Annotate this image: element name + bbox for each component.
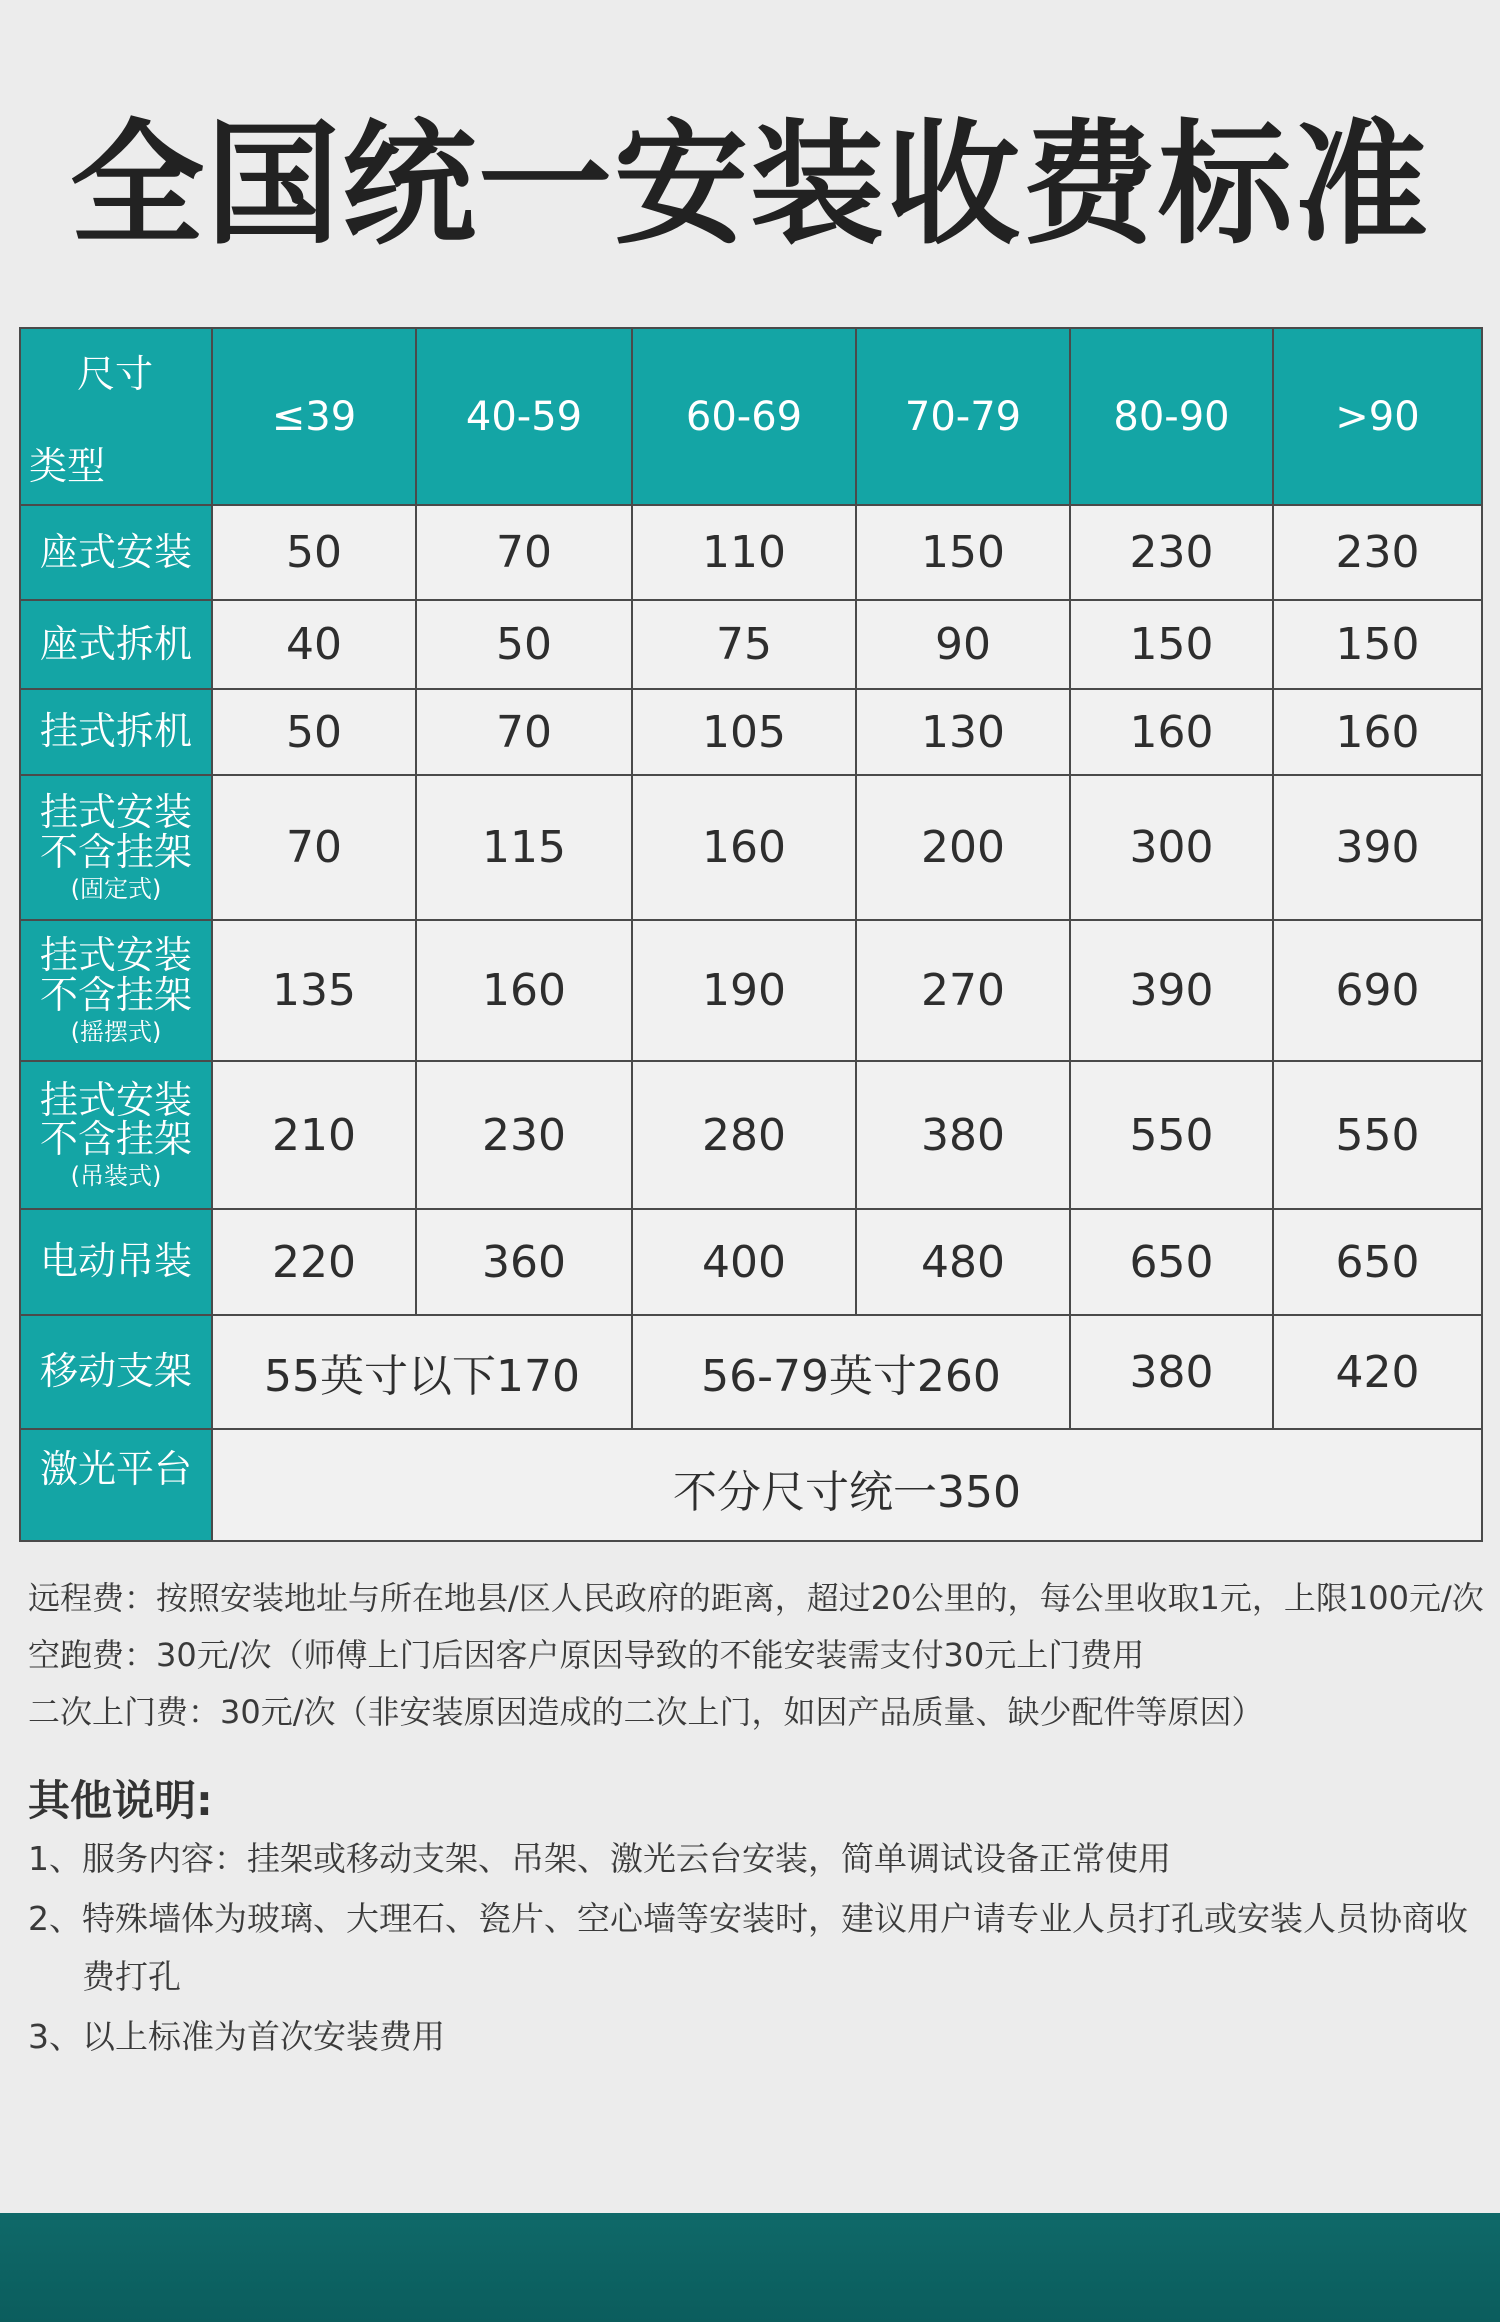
corner-header-cell	[20, 328, 212, 505]
price-cell: 230	[1273, 505, 1482, 600]
price-cell: 70	[212, 775, 416, 920]
table-row	[20, 505, 1482, 600]
row-type-label: 座式安装	[20, 505, 212, 600]
price-cell: 390	[1070, 920, 1273, 1061]
price-cell: 110	[632, 505, 856, 600]
type-header-label: 类型	[29, 444, 106, 488]
price-cell: 300	[1070, 775, 1273, 920]
row-type-text: 挂式安装不含挂架	[39, 790, 192, 874]
price-cell: 220	[212, 1209, 416, 1315]
price-cell: 不分尺寸统一350	[212, 1429, 1482, 1541]
row-type-note: (固定式)	[70, 874, 162, 903]
price-cell: 135	[212, 920, 416, 1061]
size-header-label: 尺寸	[76, 352, 153, 396]
price-cell: 210	[212, 1061, 416, 1209]
price-cell: 230	[416, 1061, 632, 1209]
row-type-label	[20, 1061, 212, 1209]
empty-trip-fee-note: 空跑费：30元/次（师傅上门后因客户原因导致的不能安装需支付30元上门费用	[28, 1636, 1145, 1674]
price-cell: 150	[1070, 600, 1273, 689]
footer-band	[0, 2213, 1500, 2322]
price-cell: 270	[856, 920, 1070, 1061]
price-cell: 50	[212, 505, 416, 600]
row-type-label	[20, 775, 212, 920]
price-cell: 230	[1070, 505, 1273, 600]
installation-price-table	[19, 327, 1483, 1542]
price-cell: 190	[632, 920, 856, 1061]
table-row	[20, 775, 1482, 920]
row-type-label: 电动吊装	[20, 1209, 212, 1315]
size-header: ≤39	[212, 328, 416, 505]
table-row	[20, 1061, 1482, 1209]
price-cell: 420	[1273, 1315, 1482, 1429]
price-cell: 650	[1273, 1209, 1482, 1315]
remote-fee-note: 远程费：按照安装地址与所在地县/区人民政府的距离，超过20公里的，每公里收取1元，上限100元/次	[28, 1579, 1484, 1617]
price-cell: 40	[212, 600, 416, 689]
price-cell: 70	[416, 689, 632, 775]
list-item	[28, 2008, 1468, 2066]
price-cell: 400	[632, 1209, 856, 1315]
price-cell: 150	[856, 505, 1070, 600]
row-type-note: (摇摆式)	[70, 1017, 162, 1046]
price-cell: 105	[632, 689, 856, 775]
page-title: 全国统一安装收费标准	[69, 107, 1430, 263]
table-row	[20, 600, 1482, 689]
table-row	[20, 689, 1482, 775]
row-type-label: 激光平台	[20, 1429, 212, 1541]
list-item-number: 1、	[28, 1839, 82, 1878]
list-item	[28, 1890, 1468, 2006]
row-type-label: 挂式拆机	[20, 689, 212, 775]
other-notes-title: 其他说明:	[28, 1776, 213, 1825]
price-cell: 160	[1273, 689, 1482, 775]
fee-notes	[28, 1570, 1484, 1741]
price-cell: 115	[416, 775, 632, 920]
price-cell: 160	[416, 920, 632, 1061]
price-cell: 75	[632, 600, 856, 689]
size-header: 80-90	[1070, 328, 1273, 505]
size-header: 70-79	[856, 328, 1070, 505]
price-cell: 480	[856, 1209, 1070, 1315]
row-type-label: 座式拆机	[20, 600, 212, 689]
size-header: >90	[1273, 328, 1482, 505]
price-cell: 280	[632, 1061, 856, 1209]
price-cell: 150	[1273, 600, 1482, 689]
table-row	[20, 1209, 1482, 1315]
price-cell: 55英寸以下170	[212, 1315, 632, 1429]
other-notes-list	[28, 1830, 1468, 2068]
list-item-text: 特殊墙体为玻璃、大理石、瓷片、空心墙等安装时，建议用户请专业人员打孔或安装人员协商收费打孔	[82, 1899, 1468, 1996]
list-item-number: 3、	[28, 2017, 82, 2056]
price-cell: 130	[856, 689, 1070, 775]
list-item-text: 服务内容：挂架或移动支架、吊架、激光云台安装，简单调试设备正常使用	[82, 1839, 1171, 1878]
price-cell: 70	[416, 505, 632, 600]
price-cell: 360	[416, 1209, 632, 1315]
second-visit-fee-note: 二次上门费：30元/次（非安装原因造成的二次上门，如因产品质量、缺少配件等原因）	[28, 1693, 1264, 1731]
price-cell: 550	[1070, 1061, 1273, 1209]
list-item	[28, 1830, 1468, 1888]
price-cell: 160	[632, 775, 856, 920]
price-cell: 650	[1070, 1209, 1273, 1315]
price-cell: 50	[212, 689, 416, 775]
price-cell: 50	[416, 600, 632, 689]
size-header: 40-59	[416, 328, 632, 505]
price-cell: 380	[1070, 1315, 1273, 1429]
list-item-text: 以上标准为首次安装费用	[82, 2017, 445, 2056]
price-cell: 200	[856, 775, 1070, 920]
list-item-number: 2、	[28, 1899, 82, 1938]
price-cell: 550	[1273, 1061, 1482, 1209]
price-cell: 160	[1070, 689, 1273, 775]
table-row	[20, 1315, 1482, 1429]
table-row	[20, 1429, 1482, 1541]
table-row	[20, 920, 1482, 1061]
price-cell: 90	[856, 600, 1070, 689]
row-type-label	[20, 920, 212, 1061]
price-cell: 390	[1273, 775, 1482, 920]
size-header: 60-69	[632, 328, 856, 505]
price-cell: 56-79英寸260	[632, 1315, 1070, 1429]
price-cell: 690	[1273, 920, 1482, 1061]
row-type-note: (吊装式)	[70, 1162, 162, 1191]
row-type-text: 挂式安装不含挂架	[39, 933, 192, 1017]
table-header-row	[20, 328, 1482, 505]
row-type-label: 移动支架	[20, 1315, 212, 1429]
row-type-text: 挂式安装不含挂架	[39, 1077, 192, 1162]
price-cell: 380	[856, 1061, 1070, 1209]
